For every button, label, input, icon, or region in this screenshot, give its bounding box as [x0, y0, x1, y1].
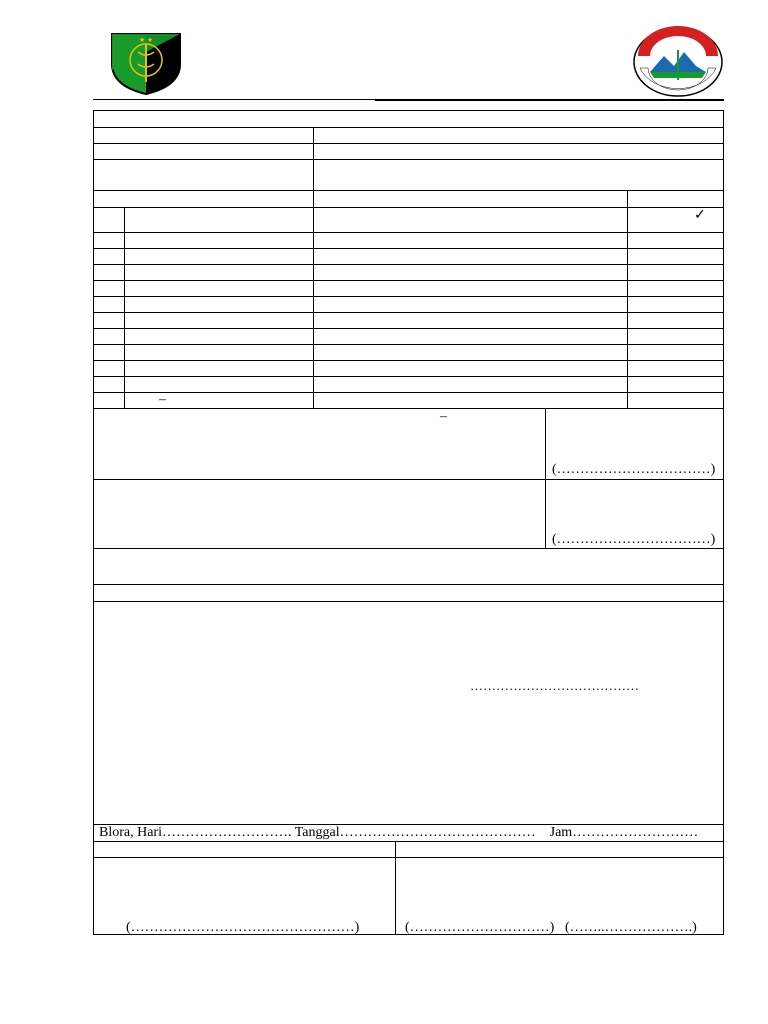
row-divider	[93, 376, 724, 377]
row-divider	[93, 344, 724, 345]
row-divider	[93, 841, 724, 842]
date-line	[99, 825, 698, 841]
row-divider	[93, 248, 724, 249]
row-divider	[93, 143, 724, 144]
hospital-shield-logo	[108, 30, 184, 96]
signature-line: (……………………………)	[552, 462, 716, 477]
dotted-field: …………………………………	[470, 678, 639, 693]
row-divider	[93, 207, 724, 208]
row-divider	[93, 360, 724, 361]
svg-text:★ ★: ★ ★	[138, 36, 154, 44]
form-frame	[93, 110, 724, 935]
row-divider	[93, 601, 724, 602]
row-divider	[93, 159, 724, 160]
row-divider	[93, 857, 724, 858]
signature-bottom-left: (…………………………………………)	[126, 920, 360, 935]
col-divider	[545, 408, 546, 548]
signature-bottom-right: (……..……………….)	[565, 920, 697, 935]
col-divider	[313, 127, 314, 408]
row-divider	[93, 392, 724, 393]
signature-bottom-mid: (…………………………)	[405, 920, 555, 935]
date-dots: ……………………………………	[339, 825, 536, 840]
row-divider	[93, 312, 724, 313]
row-divider	[93, 190, 724, 191]
row-divider	[93, 584, 724, 585]
col-divider	[395, 841, 396, 935]
time-label: Jam	[549, 825, 573, 840]
col-divider	[124, 207, 125, 408]
dash-mark: –	[159, 392, 166, 407]
place-day-label: Blora, Hari	[99, 825, 162, 840]
day-dots: ……………………….	[161, 825, 292, 840]
check-mark: ✓	[694, 208, 706, 223]
header-rule-secondary	[375, 100, 724, 101]
row-divider	[93, 548, 724, 549]
row-divider	[93, 264, 724, 265]
row-divider	[93, 296, 724, 297]
time-dots: ………………………	[572, 825, 699, 840]
date-label: Tanggal	[294, 825, 340, 840]
row-divider	[93, 408, 724, 409]
row-divider	[93, 232, 724, 233]
dash-mark: –	[440, 409, 447, 424]
col-divider	[627, 190, 628, 408]
row-divider	[93, 280, 724, 281]
row-divider	[93, 127, 724, 128]
signature-line: (……………………………)	[552, 532, 716, 547]
police-hospital-seal-logo	[630, 26, 726, 98]
row-divider	[93, 328, 724, 329]
row-divider	[93, 479, 724, 480]
